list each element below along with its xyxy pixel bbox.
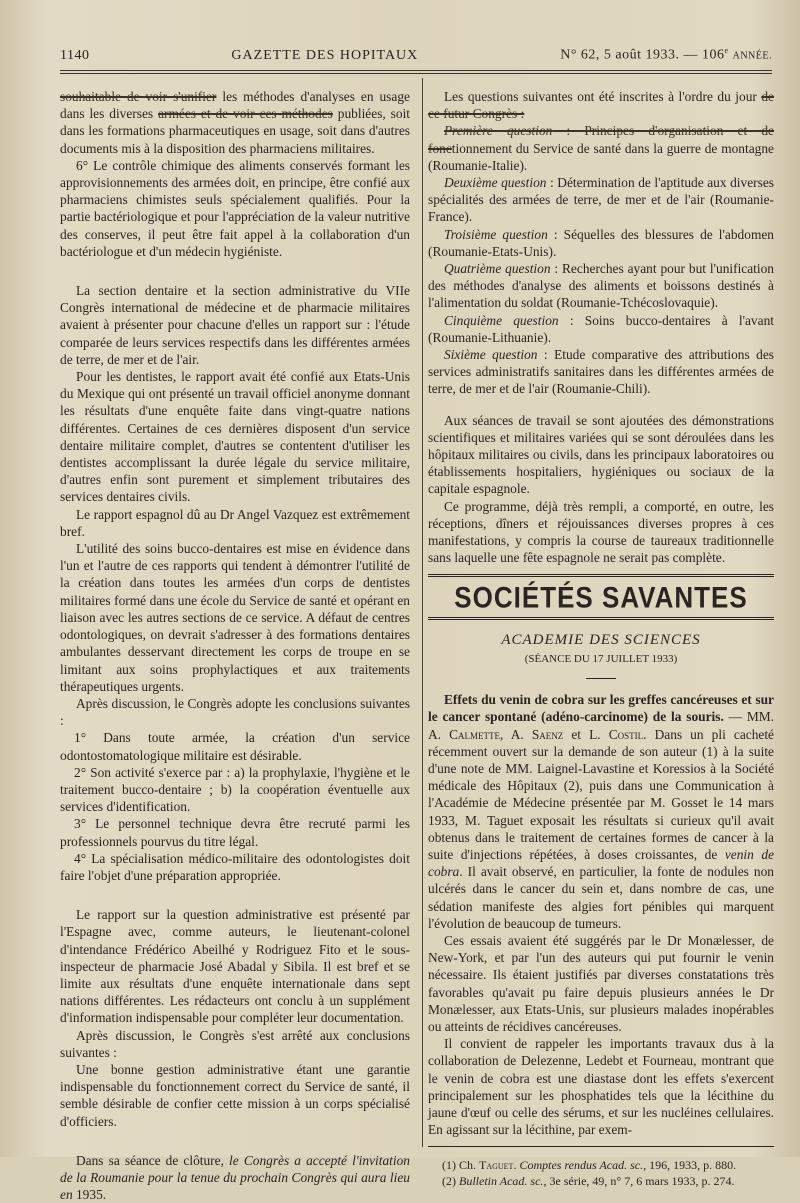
text-span: . (513, 1158, 520, 1173)
question-label: Première question (444, 123, 553, 139)
question-label: Quatrième question (444, 261, 551, 277)
journal-title: GAZETTE DES HOPITAUX (231, 47, 419, 63)
text-span: Les questions suivantes ont été inscrites à l'ordre du jour (444, 89, 762, 104)
text-span: tionnement du Service de santé dans la guerre de montagne (Roumanie-Italie). (428, 140, 774, 173)
text-span: — MM. A. (428, 709, 774, 742)
struck-text: : Principes d'organisation et de fonc (428, 123, 774, 156)
question-1 (428, 122, 774, 174)
header-rule (60, 70, 772, 71)
section-title: SOCIÉTÉS SAVANTES (454, 580, 748, 615)
question-label: Sixième question (444, 347, 538, 363)
left-paragraph-2: 6° Le contrôle chimique des aliments conservés formant les approvisionnements des armées doit, en principe, être confié aux pharmaciens chimistes seuls spécialement qualifiés. Pour la partie bactériologique et pour l'appréciation de la valeur nutritive des conserves, il peut être fait appel à la collaboration d'un bactériologue et d'un médecin hygiéniste. (60, 157, 410, 259)
question-label: Deuxième question (444, 175, 547, 191)
text-span: . Dans un pli cacheté récemment ouvert sur la demande de son auteur (1) à la suite d'une note de MM. Laignel-Lavastine et Koressios à la Société médicale des Hôpitaux (2), puis dans une Communication à l'Académie de Médecine présentée par M. Gosset le 14 mars 1933, M. Taguet exposait les résultats si curieux qu'il avait obtenus dans le traitement de certaines formes de cancer à la suite d'injections répétées, à doses croissantes, de (428, 726, 775, 862)
italic-text: Comptes rendus Acad. sc. (519, 1158, 644, 1173)
text-span: 1935. (72, 1187, 107, 1203)
left-paragraph-5: Le rapport espagnol dû au Dr Angel Vazquez est extrêmement bref. (60, 506, 410, 539)
text-span: : Recherches ayant pour but l'unification des méthodes d'analyse des aliments et boissons destinés à l'alimentation du soldat (Roumanie-Tchécoslovaquie). (428, 261, 775, 311)
issue-date: N° 62, 5 août 1933. — 106 (560, 47, 725, 63)
conclusion-item-2: 2° Son activité s'exerce par : a) la prophylaxie, l'hygiène et le traitement bucco-dentaire ; b) la coopération éventuelle aux services d'identification. (60, 764, 410, 815)
text-span: , 3e série, 49, n° 7, 6 mars 1933, p. 274. (543, 1174, 735, 1189)
author-name: Saenz (531, 726, 564, 742)
italic-text: Bulletin Acad. sc. (459, 1174, 544, 1189)
left-paragraph-7: Après discussion, le Congrès adopte les conclusions suivantes : (60, 695, 410, 729)
author-name: Costil (608, 726, 644, 742)
issue-info (560, 46, 772, 64)
text-span: : Etude comparative des attributions des services administratifs sanitaires dans les différentes armées de terre, de mer et de l'air (Roumanie-Chili). (428, 347, 774, 397)
footnotes (428, 1157, 774, 1189)
issue-year-label: ANNÉE. (732, 50, 772, 62)
right-column (428, 88, 774, 1189)
section-rule-bottom (428, 617, 774, 620)
article-paragraph-1 (428, 691, 774, 932)
conclusion-item-3: 3° Le personnel technique devra être recruté parmi les professionnels pourvus du titre légal. (60, 816, 410, 849)
text-span: les méthodes d'analyses en usage dans les diverses (60, 89, 410, 122)
left-paragraph-10: Une bonne gestion administrative étant une garantie indispensable du fonctionnement correct du Service de santé, il semble désirable de confier cette mission à un corps spécialisé d'officiers. (60, 1061, 410, 1129)
page-header (60, 46, 772, 68)
text-span: . Il avait observé, en particulier, la fonte de nodules non ulcérés dans le cancer du sein et, dans nombre de cas, une sédation manifeste des algies fort pénibles qui marquent l'évolution de beaucoup de tumeurs. (428, 864, 774, 931)
left-paragraph-6: L'utilité des soins bucco-dentaires est mise en évidence dans l'un et l'autre de ces rapports qui tendent à démontrer l'utilité de la création dans toutes les armées d'un corps de dentistes militaires formé dans une école du Service de santé et opérant en liaison avec les autres sections de ce service. A défaut de centres odontologiques, on devrait s'adresser à des formations dentaires ambulantes desservant directement les corps de troupe en se limitant aux soins prophylactiques et aux traitements thérapeutiques urgents. (60, 541, 410, 694)
article-paragraph-3: Il convient de rappeler les importants travaux dus à la collaboration de Delezenne, Ledebt et Fourneau, montrant que le venin de cobra est une diastase dont les effets s'exercent principalement sur les phosphatides tels que la lécithine du jaune d'œuf ou celle des sérums, et sur les nucléines cellulaires. En agissant sur la lécithine, par exem- (428, 1036, 774, 1138)
article-title: Effets du venin de cobra sur les greffes cancéreuses et sur le cancer spontané (adéno-carcinome) de la souris. (428, 692, 774, 725)
question-label: Cinquième question (444, 312, 559, 328)
text-span: (1) Ch. (442, 1158, 479, 1173)
academy-heading: ACADEMIE DES SCIENCES (501, 631, 701, 648)
question-4 (428, 260, 774, 312)
left-paragraph-8: Le rapport sur la question administrative est présenté par l'Espagne avec, comme auteurs, le lieutenant-colonel d'intendance Frédérico Abeilhé y Rodriguez Fito et le sous-inspecteur de pharmacie José Abadal y Sibila. Il est bref et se limite aux résultats d'une enquête internationale dans sept nations différentes. Les rédacteurs ont conclu à un supplément d'information indispensable pour compléter leur documentation. (60, 907, 410, 1026)
author-name: Calmette (449, 726, 501, 742)
question-label: Troisième question (444, 226, 548, 242)
left-paragraph-11 (60, 1152, 410, 1203)
right-paragraph-programme: Ce programme, déjà très rempli, a comporté, en outre, les réceptions, dîners et réjouissances diverses propres à ces manifestations, y compris la course de taureaux traditionnelle sans laquelle une fête espagnole ne serait pas complète. (428, 498, 774, 566)
text-span: : Détermination de l'aptitude aux diverses spécialités des armées de terre, de mer et de l'air (Roumanie-France). (428, 175, 774, 225)
struck-text-2: armées et de voir ces méthodes (158, 106, 333, 122)
conclusion-item-1: 1° Dans toute armée, la création d'un service odontostomatologique militaire est désirable. (60, 730, 410, 763)
section-rule-top (428, 574, 774, 577)
left-paragraph-9: Après discussion, le Congrès s'est arrêté aux conclusions suivantes : (60, 1027, 410, 1060)
right-intro (428, 88, 774, 122)
text-span: , A. (500, 726, 532, 742)
italic-text: venin de cobra (428, 846, 775, 880)
short-rule (586, 678, 616, 679)
footnote-2 (442, 1173, 774, 1189)
left-paragraph-4: Pour les dentistes, le rapport avait été confié aux Etats-Unis du Mexique qui ont présenté un travail officiel anonyme donnant les résultats d'une enquête faite dans vingt-quatre nations différentes. Certaines de ces dernières disposent d'un service dentaire militaire complet, d'autres se contentent d'utiliser les dentistes accomplissant la durée légale du service militaire, d'autres enfin sont purement et simplement tributaires des services dentaires civils. (60, 369, 410, 505)
header-rule-2 (60, 73, 772, 74)
footnote-1 (442, 1157, 774, 1173)
text-span: (2) (442, 1174, 459, 1189)
question-2 (428, 174, 774, 226)
text-span: Dans sa séance de clôture, (76, 1152, 230, 1168)
left-paragraph-1 (60, 88, 410, 157)
author-name: Taguet (479, 1158, 514, 1173)
question-6 (428, 346, 774, 398)
article-paragraph-2: Ces essais avaient été suggérés par le Dr Monælesser, de New-York, et par l'un des auteurs qui put fournir le venin nécessaire. Ils étaient justifiés par diverses constatations très favorables qu'avait pu faire depuis plusieurs années le Dr Monælesser, aux Etats-Unis, sur plusieurs malades inopérables ou atteints de récidives cancéreuses. (428, 932, 774, 1034)
page-number: 1140 (60, 47, 90, 63)
conclusion-item-4: 4° La spécialisation médico-militaire des odontologistes doit faire l'objet d'une préparation appropriée. (60, 850, 410, 883)
text-span: : Séquelles des blessures de l'abdomen (Roumanie-Etats-Unis). (428, 226, 775, 259)
text-span: et L. (563, 726, 609, 742)
question-3 (428, 226, 774, 260)
left-paragraph-3: La section dentaire et la section administrative du VIIe Congrès international de médecine et de pharmacie militaires avaient à présenter pour chacune d'elles un rapport sur : l'étude comparée de leurs services respectifs dans les différentes armées de terre, de mer et de l'air. (60, 283, 410, 367)
issue-sup: e (724, 46, 729, 55)
seance-date: (SÉANCE DU 17 JUILLET 1933) (524, 652, 678, 665)
text-span: publiées, soit dans les formations pharmaceutiques en usage, soit dans d'autres documents mis à la disposition des pharmaciens militaires. (60, 106, 411, 156)
struck-text: de ce futur Congrès : (428, 89, 774, 122)
text-span: , 196, 1933, p. 880. (643, 1158, 737, 1173)
footnote-rule (428, 1146, 774, 1147)
right-paragraph-seances: Aux séances de travail se sont ajoutées des démonstrations scientifiques et militaires variées qui se sont déroulées dans les hôpitaux militaires ou civils, dans les principaux laboratoires ou établissements hospitaliers, hygiéniques ou sociaux de la capitale espagnole. (428, 412, 774, 497)
text-span: : Soins bucco-dentaires à l'avant (Roumanie-Lithuanie). (428, 312, 774, 345)
question-5 (428, 312, 774, 346)
struck-text: souhaitable de voir s'unifier (60, 89, 217, 104)
italic-text: le Congrès a accepté l'invitation de la Roumanie pour la tenue du prochain Congrès qui aura lieu en (60, 1152, 410, 1203)
left-column (60, 88, 410, 1203)
column-divider (422, 78, 423, 1147)
